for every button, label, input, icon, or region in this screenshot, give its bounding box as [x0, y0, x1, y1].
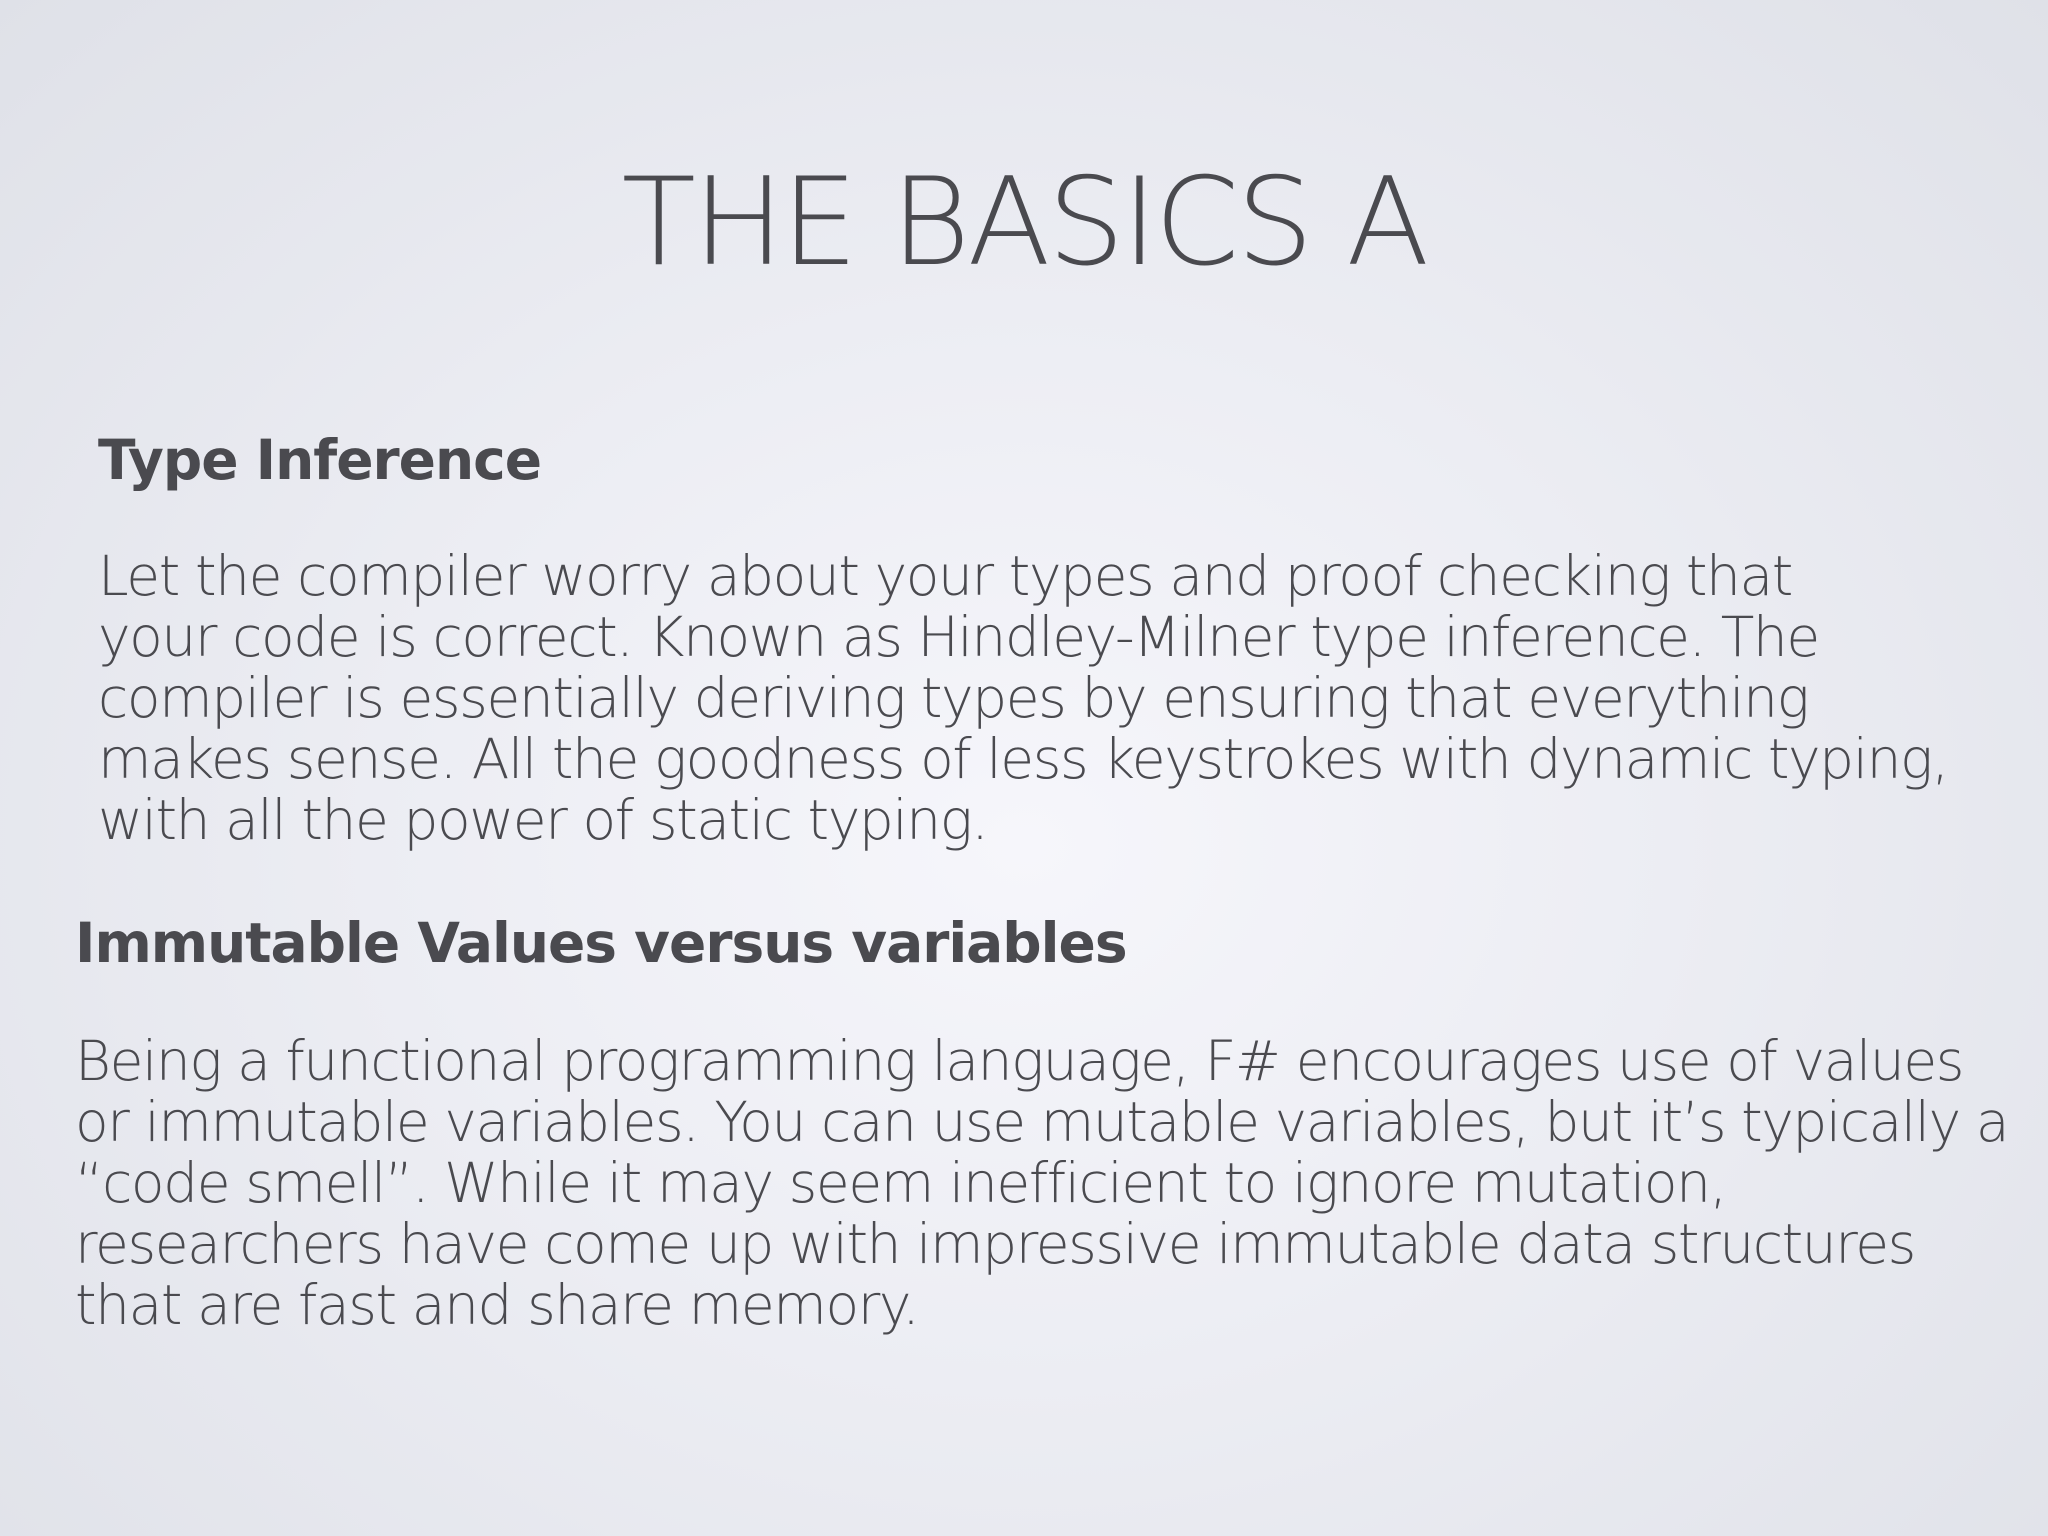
body-line: makes sense. All the goodness of less keystrokes with dynamic typing, [98, 727, 1948, 791]
slide-title: THE BASICS A [621, 151, 1427, 293]
section-body [98, 546, 1998, 851]
section-immutable-values [75, 908, 2009, 1337]
section-heading: Type Inference [98, 428, 541, 492]
body-line: compiler is essentially deriving types by ensuring that everything [98, 666, 1809, 730]
section-type-inference [98, 425, 1998, 851]
section-heading: Immutable Values versus variables [75, 911, 1127, 975]
body-line: researchers have come up with impressive immutable data structures [75, 1212, 1915, 1276]
body-line: your code is correct. Known as Hindley-Milner type inference. The [98, 605, 1819, 669]
body-line: that are fast and share memory. [75, 1273, 919, 1337]
body-line: or immutable variables. You can use mutable variables, but it’s typically a [75, 1090, 2009, 1154]
body-line: Being a functional programming language, F# encourages use of values [75, 1029, 1964, 1093]
section-body [75, 1029, 2009, 1337]
body-line: Let the compiler worry about your types and proof checking that [98, 544, 1792, 608]
body-line: “code smell”. While it may seem inefficient to ignore mutation, [75, 1151, 1726, 1215]
body-line: with all the power of static typing. [98, 788, 988, 852]
